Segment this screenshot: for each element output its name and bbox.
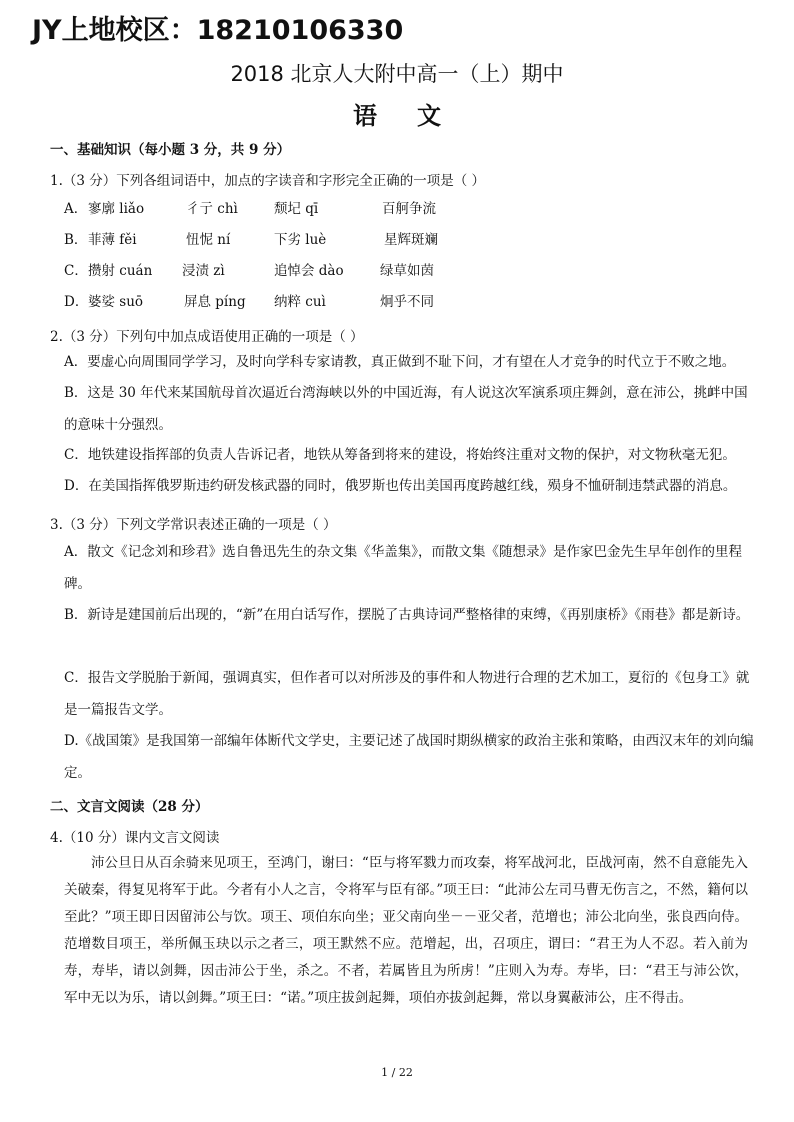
q1-option-b-word-2: 忸怩 ní	[186, 232, 231, 248]
q1-option-c-word-1: 攒射 cuán	[88, 263, 153, 279]
q1-option-d-word-2: 屏息 píng	[184, 294, 246, 310]
q1-option-b-word-1: 菲薄 fěi	[88, 232, 137, 248]
q2-option-d: D．在美国指挥俄罗斯违约研发核武器的同时，俄罗斯也传出美国再度跨越红线，殒身不恤研制违禁武器的消息。	[64, 478, 737, 494]
q1-option-d-word-1: 婆娑 suō	[88, 294, 144, 310]
q1-option-d-letter: D．	[64, 294, 89, 310]
q1-option-a-word-1: 寥廓 liǎo	[88, 201, 145, 217]
q1-option-d-word-3: 纳粹 cuì	[274, 294, 326, 310]
q4-passage: 沛公旦日从百余骑来见项王，至鸿门，谢曰：“臣与将军戮力而攻秦，将军战河北，臣战河南，然不自意能先入关破秦，得复见将军于此。今者有小人之言，令将军与臣有郤。”项王曰：“此沛公左司马曹无伤言之，不然，籍何以至此？”项王即日因留沛公与饮。项王、项伯东向坐；亚父南向坐－－亚父者，范增也；沛公北向坐，张良西向侍。范增数目项王，举所佩玉玦以示之者三，项王默然不应。范增起，出，召项庄，谓曰：“君王为人不忍。若入前为寿，寿毕，请以剑舞，因击沛公于坐，杀之。不者，若属皆且为所虏！”庄则入为寿。寿毕，曰：“君王与沛公饮，军中无以为乐，请以剑舞。”项王曰：“诺。”项庄拔剑起舞，项伯亦拔剑起舞，常以身翼蔽沛公，庄不得击。	[64, 855, 748, 1006]
q3-option-d: D.《战国策》是我国第一部编年体断代文学史，主要记述了战国时期纵横家的政治主张和策略，由西汉末年的刘向编定。	[64, 733, 754, 781]
q1-option-b-letter: B．	[64, 232, 88, 248]
q1-option-c-word-2: 浸渍 zì	[182, 263, 225, 279]
exam-title: 2018 北京人大附中高一（上）期中	[230, 62, 564, 86]
q3-stem: 3.（3 分）下列文学常识表述正确的一项是（ ）	[50, 517, 337, 533]
subject-heading: 语文	[353, 101, 481, 130]
q1-option-c-word-3: 追悼会 dào	[274, 263, 344, 279]
q1-option-d-word-4: 炯乎不同	[380, 294, 434, 310]
q1-option-a-word-3: 颓圮 qī	[274, 201, 319, 217]
q3-option-c: C．报告文学脱胎于新闻，强调真实，但作者可以对所涉及的事件和人物进行合理的艺术加工，夏衍的《包身工》就是一篇报告文学。	[64, 670, 750, 718]
q2-option-c: C．地铁建设指挥部的负责人告诉记者，地铁从筹备到将来的建设，将始终注重对文物的保护，对文物秋毫无犯。	[64, 447, 736, 463]
q2-option-b: B．这是 30 年代来某国航母首次逼近台湾海峡以外的中国近海，有人说这次军演系项庄舞剑，意在沛公，挑衅中国的意味十分强烈。	[64, 385, 748, 433]
section-1-heading: 一、基础知识（每小题 3 分，共 9 分）	[50, 142, 291, 158]
q1-option-b-word-4: 星辉斑斓	[384, 232, 438, 248]
page-number: 1 / 22	[381, 1066, 413, 1079]
q2-option-a: A．要虚心向周围同学学习，及时向学科专家请教，真正做到不耻下问，才有望在人才竞争的时代立于不败之地。	[64, 354, 736, 370]
q3-option-b: B．新诗是建国前后出现的，“新”在用白话写作，摆脱了古典诗词严整格律的束缚，《再别康桥》《雨巷》都是新诗。	[64, 607, 750, 623]
campus-contact-header: JY上地校区：18210106330	[32, 15, 404, 46]
q2-stem: 2.（3 分）下列句中加点成语使用正确的一项是（ ）	[50, 329, 364, 345]
q1-option-c-letter: C．	[64, 263, 88, 279]
q3-option-a: A．散文《记念刘和珍君》选自鲁迅先生的杂文集《华盖集》，而散文集《随想录》是作家巴金先生早年创作的里程碑。	[64, 544, 742, 592]
q1-option-c-word-4: 绿草如茵	[380, 263, 434, 279]
q1-option-a-letter: A．	[64, 201, 88, 217]
q4-stem: 4.（10 分）课内文言文阅读	[50, 830, 220, 846]
q1-stem: 1.（3 分）下列各组词语中，加点的字读音和字形完全正确的一项是（ ）	[50, 173, 486, 189]
q1-option-b-word-3: 下劣 luè	[274, 232, 327, 248]
q1-option-a-word-2: 彳亍 chì	[186, 201, 238, 217]
section-2-heading: 二、文言文阅读（28 分）	[50, 799, 209, 815]
q1-option-a-word-4: 百舸争流	[382, 201, 436, 217]
